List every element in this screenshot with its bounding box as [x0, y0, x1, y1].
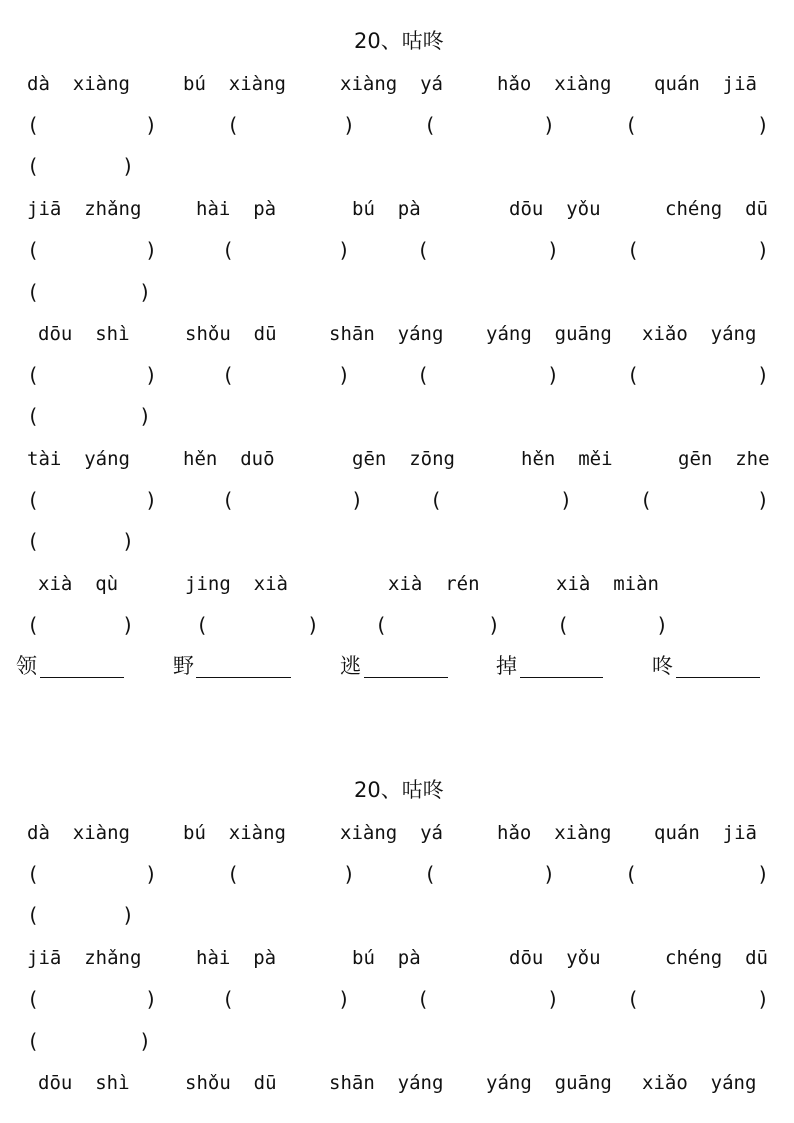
answer-bracket-open: (	[627, 363, 640, 387]
answer-bracket-close: )	[139, 1029, 152, 1053]
pinyin-word: hài pà	[196, 947, 277, 969]
pinyin-word: bú pà	[352, 198, 421, 220]
answer-bracket-open: (	[27, 238, 40, 262]
pinyin-word: yáng guāng	[486, 323, 612, 345]
worksheet-title: 20、咕咚	[354, 778, 444, 802]
answer-bracket-close: )	[547, 363, 560, 387]
answer-bracket-open: (	[424, 113, 437, 137]
answer-bracket-close: )	[757, 862, 770, 886]
pinyin-word: hǎo xiàng	[497, 822, 612, 844]
answer-bracket-close: )	[145, 862, 158, 886]
answer-bracket-close: )	[547, 238, 560, 262]
pinyin-word: hěn duō	[183, 448, 275, 470]
pinyin-word: xiǎo yáng	[642, 323, 757, 345]
answer-bracket-open: (	[227, 113, 240, 137]
answer-bracket-close: )	[139, 404, 152, 428]
answer-bracket-open: (	[27, 987, 40, 1011]
pinyin-word: quán jiā	[654, 822, 757, 844]
answer-bracket-close: )	[307, 613, 320, 637]
answer-bracket-open: (	[424, 862, 437, 886]
answer-bracket-close: )	[656, 613, 669, 637]
answer-bracket-close: )	[338, 987, 351, 1011]
answer-bracket-open: (	[227, 862, 240, 886]
pinyin-word: xià miàn	[556, 573, 659, 595]
answer-bracket-open: (	[640, 488, 653, 512]
answer-bracket-open: (	[27, 363, 40, 387]
pinyin-word: xiàng yá	[340, 73, 443, 95]
pinyin-word: bú xiàng	[183, 822, 286, 844]
answer-bracket-open: (	[557, 613, 570, 637]
pinyin-word: shǒu dū	[185, 1072, 277, 1094]
answer-bracket-open: (	[27, 404, 40, 428]
pinyin-word: dà xiàng	[27, 822, 130, 844]
answer-bracket-open: (	[625, 113, 638, 137]
pinyin-word: chéng dū	[665, 947, 768, 969]
answer-bracket-close: )	[757, 238, 770, 262]
answer-bracket-open: (	[27, 529, 40, 553]
answer-bracket-open: (	[222, 488, 235, 512]
pinyin-word: dōu yǒu	[509, 947, 601, 969]
pinyin-word: jiā zhǎng	[27, 947, 142, 969]
answer-bracket-open: (	[27, 613, 40, 637]
word-building-char: 领	[16, 654, 37, 678]
pinyin-word: xià qù	[38, 573, 119, 595]
answer-bracket-close: )	[543, 113, 556, 137]
answer-bracket-open: (	[222, 238, 235, 262]
answer-bracket-close: )	[488, 613, 501, 637]
pinyin-word: dōu shì	[38, 1072, 130, 1094]
pinyin-word: gēn zōng	[352, 448, 455, 470]
answer-bracket-open: (	[417, 363, 430, 387]
answer-bracket-close: )	[145, 113, 158, 137]
answer-bracket-close: )	[351, 488, 364, 512]
answer-bracket-open: (	[375, 613, 388, 637]
answer-bracket-open: (	[417, 987, 430, 1011]
answer-bracket-open: (	[27, 154, 40, 178]
pinyin-word: shǒu dū	[185, 323, 277, 345]
pinyin-word: bú pà	[352, 947, 421, 969]
pinyin-word: jing xià	[185, 573, 288, 595]
pinyin-word: hài pà	[196, 198, 277, 220]
pinyin-word: xià rén	[388, 573, 480, 595]
answer-bracket-close: )	[757, 987, 770, 1011]
answer-bracket-open: (	[625, 862, 638, 886]
answer-bracket-open: (	[27, 488, 40, 512]
answer-bracket-close: )	[757, 113, 770, 137]
word-building-char: 野	[173, 654, 194, 678]
word-blank[interactable]	[520, 677, 603, 678]
answer-bracket-close: )	[338, 363, 351, 387]
answer-bracket-close: )	[122, 613, 135, 637]
pinyin-word: quán jiā	[654, 73, 757, 95]
answer-bracket-close: )	[757, 363, 770, 387]
pinyin-word: tài yáng	[27, 448, 130, 470]
word-blank[interactable]	[364, 677, 448, 678]
answer-bracket-close: )	[757, 488, 770, 512]
answer-bracket-close: )	[122, 154, 135, 178]
pinyin-word: dōu shì	[38, 323, 130, 345]
pinyin-word: xiǎo yáng	[642, 1072, 757, 1094]
pinyin-word: hěn měi	[521, 448, 613, 470]
pinyin-word: chéng dū	[665, 198, 768, 220]
pinyin-word: gēn zhe	[678, 448, 770, 470]
answer-bracket-close: )	[343, 113, 356, 137]
worksheet-title: 20、咕咚	[354, 29, 444, 53]
answer-bracket-close: )	[122, 529, 135, 553]
answer-bracket-close: )	[145, 488, 158, 512]
answer-bracket-open: (	[627, 238, 640, 262]
pinyin-word: jiā zhǎng	[27, 198, 142, 220]
answer-bracket-open: (	[27, 280, 40, 304]
pinyin-word: yáng guāng	[486, 1072, 612, 1094]
answer-bracket-close: )	[145, 363, 158, 387]
answer-bracket-open: (	[627, 987, 640, 1011]
pinyin-word: dà xiàng	[27, 73, 130, 95]
answer-bracket-open: (	[27, 1029, 40, 1053]
answer-bracket-close: )	[145, 238, 158, 262]
pinyin-word: dōu yǒu	[509, 198, 601, 220]
word-blank[interactable]	[40, 677, 124, 678]
word-building-char: 咚	[652, 654, 673, 678]
answer-bracket-open: (	[27, 862, 40, 886]
pinyin-word: shān yáng	[329, 323, 444, 345]
answer-bracket-open: (	[222, 363, 235, 387]
answer-bracket-close: )	[139, 280, 152, 304]
answer-bracket-close: )	[560, 488, 573, 512]
answer-bracket-close: )	[338, 238, 351, 262]
answer-bracket-open: (	[196, 613, 209, 637]
answer-bracket-close: )	[547, 987, 560, 1011]
answer-bracket-open: (	[27, 903, 40, 927]
answer-bracket-close: )	[122, 903, 135, 927]
word-blank[interactable]	[676, 677, 760, 678]
pinyin-word: shān yáng	[329, 1072, 444, 1094]
answer-bracket-close: )	[145, 987, 158, 1011]
pinyin-word: xiàng yá	[340, 822, 443, 844]
answer-bracket-open: (	[430, 488, 443, 512]
answer-bracket-open: (	[417, 238, 430, 262]
word-blank[interactable]	[196, 677, 291, 678]
pinyin-word: hǎo xiàng	[497, 73, 612, 95]
answer-bracket-close: )	[543, 862, 556, 886]
word-building-char: 逃	[340, 654, 361, 678]
answer-bracket-close: )	[343, 862, 356, 886]
pinyin-word: bú xiàng	[183, 73, 286, 95]
word-building-char: 掉	[496, 654, 517, 678]
answer-bracket-open: (	[222, 987, 235, 1011]
answer-bracket-open: (	[27, 113, 40, 137]
